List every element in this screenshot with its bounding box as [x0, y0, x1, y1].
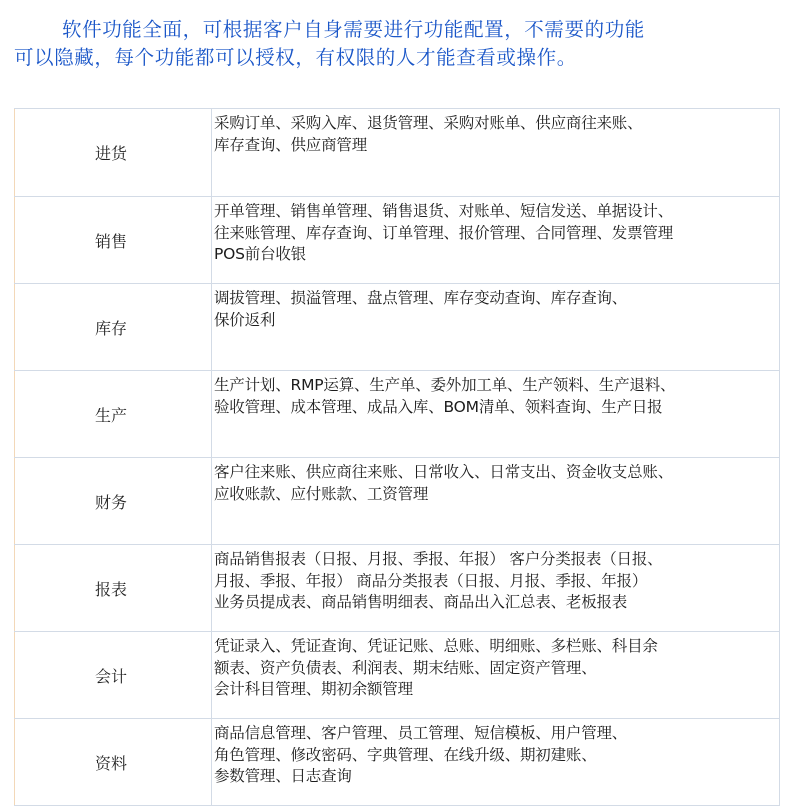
module-name: 会计 — [94, 666, 127, 686]
module-features-cell — [212, 458, 780, 545]
module-name: 报表 — [94, 579, 127, 599]
feature-line: POS前台收银 — [214, 245, 306, 263]
feature-line: 库存查询、供应商管理 — [214, 135, 368, 154]
table-row — [15, 632, 780, 719]
feature-line: 验收管理、成本管理、成品入库、BOM清单、领料查询、生产日报 — [214, 397, 663, 416]
table-row — [15, 719, 780, 806]
module-features-cell — [212, 371, 780, 458]
table-row — [15, 545, 780, 632]
module-features-cell — [212, 545, 780, 632]
module-name-cell — [15, 719, 212, 806]
feature-line: 客户往来账、供应商往来账、日常收入、日常支出、资金收支总账、 — [214, 463, 674, 481]
module-name: 生产 — [94, 405, 127, 425]
table-row — [15, 109, 780, 197]
feature-line: 调拔管理、损溢管理、盘点管理、库存变动查询、库存查询、 — [214, 289, 628, 307]
module-name: 资料 — [94, 753, 127, 773]
module-name-cell — [15, 284, 212, 371]
table-row — [15, 197, 780, 284]
module-features-cell — [212, 719, 780, 806]
feature-line: 额表、资产负债表、利润表、期末结账、固定资产管理、 — [214, 658, 597, 677]
module-features-cell — [212, 632, 780, 719]
module-features-cell — [212, 109, 780, 197]
module-name: 财务 — [94, 492, 127, 512]
feature-line: 会计科目管理、期初余额管理 — [214, 680, 413, 698]
module-name-cell — [15, 632, 212, 719]
module-name-cell — [15, 371, 212, 458]
table-row — [15, 284, 780, 371]
module-name-cell — [15, 458, 212, 545]
module-features-cell — [212, 284, 780, 371]
feature-line: 角色管理、修改密码、字典管理、在线升级、期初建账、 — [214, 745, 597, 764]
feature-line: 采购订单、采购入库、退货管理、采购对账单、供应商往来账、 — [214, 114, 643, 132]
intro-line-2: 可以隐藏，每个功能都可以授权，有权限的人才能查看或操作。 — [14, 46, 577, 69]
feature-line: 业务员提成表、商品销售明细表、商品出入汇总表、老板报表 — [214, 593, 628, 611]
feature-line: 保价返利 — [214, 310, 276, 329]
table-row — [15, 371, 780, 458]
feature-line: 商品销售报表（日报、月报、季报、年报） 客户分类报表（日报、 — [214, 550, 663, 568]
module-features-cell — [212, 197, 780, 284]
feature-module-table — [14, 108, 780, 806]
module-name: 库存 — [94, 318, 127, 338]
feature-line: 参数管理、日志查询 — [214, 767, 352, 785]
module-name-cell — [15, 197, 212, 284]
feature-line: 往来账管理、库存查询、订单管理、报价管理、合同管理、发票管理 — [214, 223, 674, 242]
module-name: 销售 — [94, 231, 127, 251]
feature-line: 开单管理、销售单管理、销售退货、对账单、短信发送、单据设计、 — [214, 202, 674, 220]
intro-paragraph — [14, 16, 786, 72]
intro-line-1: 软件功能全面，可根据客户自身需要进行功能配置，不需要的功能 — [62, 18, 645, 41]
feature-line: 凭证录入、凭证查询、凭证记账、总账、明细账、多栏账、科目余 — [214, 637, 658, 655]
feature-line: 生产计划、RMP运算、生产单、委外加工单、生产领料、生产退料、 — [214, 376, 676, 394]
feature-line: 应收账款、应付账款、工资管理 — [214, 484, 429, 503]
module-name-cell — [15, 109, 212, 197]
module-name: 进货 — [94, 144, 127, 163]
feature-line: 月报、季报、年报） 商品分类报表（日报、月报、季报、年报） — [214, 571, 648, 590]
table-row — [15, 458, 780, 545]
feature-line: 商品信息管理、客户管理、员工管理、短信模板、用户管理、 — [214, 724, 628, 742]
module-name-cell — [15, 545, 212, 632]
